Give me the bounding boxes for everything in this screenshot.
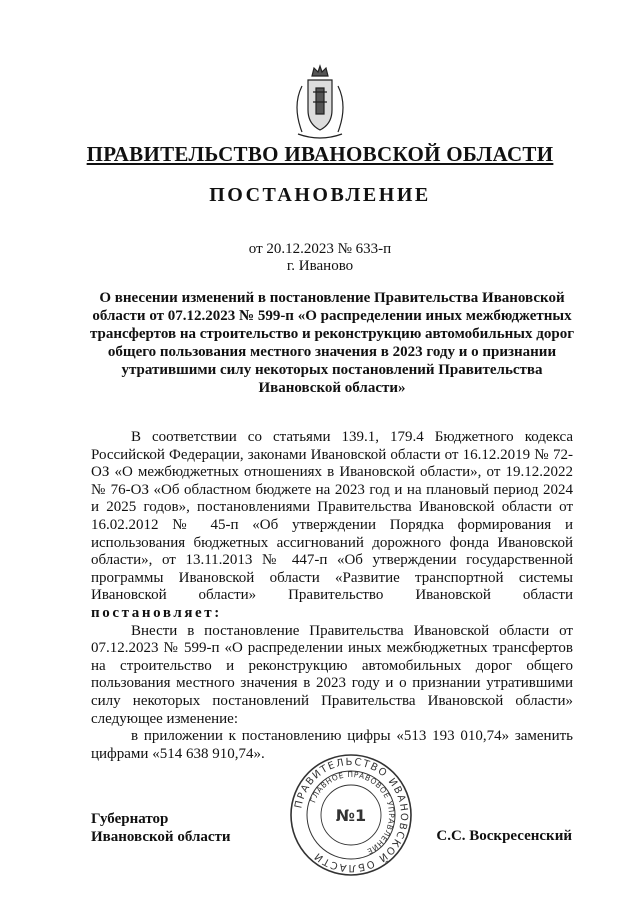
official-stamp-icon	[288, 752, 414, 878]
date-number: от 20.12.2023 № 633-п	[248, 241, 392, 257]
signatory-position	[91, 810, 231, 846]
position-line: Ивановской области	[91, 829, 231, 845]
body-paragraph	[91, 429, 573, 623]
document-heading: О внесении изменений в постановление Правительства Ивановской области от 07.12.2023 № 599-п «О распределении иных межбюджетных трансфертов на строительство и реконструкцию автомобильных дорог общего пользования местного значения в 2023 году и о признании утратившими силу некоторых постановлений Правительства Ивановской области»	[90, 290, 574, 396]
document-meta	[0, 241, 640, 275]
city: г. Иваново	[286, 258, 354, 274]
position-line: Губернатор	[91, 811, 169, 827]
body-paragraph: Внести в постановление Правительства Ивановской области от 07.12.2023 № 599-п «О распределении иных межбюджетных трансфертов на строительство и реконструкцию автомобильных дорог общего пользования местного значения в 2023 году и о признании утратившими силу некоторых постановлений Правительства Ивановской области» следующее изменение:	[91, 622, 573, 727]
coat-of-arms-icon	[288, 62, 352, 142]
body-paragraph: в приложении к постановлению цифры «513 193 010,74» заменить цифрами «514 638 910,74».	[91, 728, 573, 762]
document-body	[91, 429, 573, 763]
resolves-word: постановляет:	[91, 604, 222, 621]
stamp-outer-text: ПРАВИТЕЛЬСТВО ИВАНОВСКОЙ ОБЛАСТИ	[293, 756, 410, 874]
paragraph-text: В соответствии со статьями 139.1, 179.4 Бюджетного кодекса Российской Федерации, законами Ивановской области от 16.12.2019 № 72-ОЗ «О межбюджетных отношениях в Ивановской области», от 19.12.2022 № 76-ОЗ «Об областном бюджете на 2023 год и на плановый период 2024 и 2025 годов», постановлениями Правительства Ивановской области от 16.02.2012 № 45-п «Об утверждении Порядка формирования и использования бюджетных ассигнований дорожного фонда Ивановской области», от 13.11.2013 № 447-п «Об утверждении государственной программы Ивановской области «Развитие транспортной системы Ивановской области» Правительство Ивановской области	[91, 429, 573, 604]
signatory-name: С.С. Воскресенский	[436, 828, 572, 844]
document-type: ПОСТАНОВЛЕНИЕ	[209, 184, 431, 206]
stamp-inner-text: ГЛАВНОЕ ПРАВОВОЕ УПРАВЛЕНИЕ	[308, 769, 397, 857]
government-title: ПРАВИТЕЛЬСТВО ИВАНОВСКОЙ ОБЛАСТИ	[86, 142, 554, 166]
stamp-number: №1	[335, 806, 367, 825]
